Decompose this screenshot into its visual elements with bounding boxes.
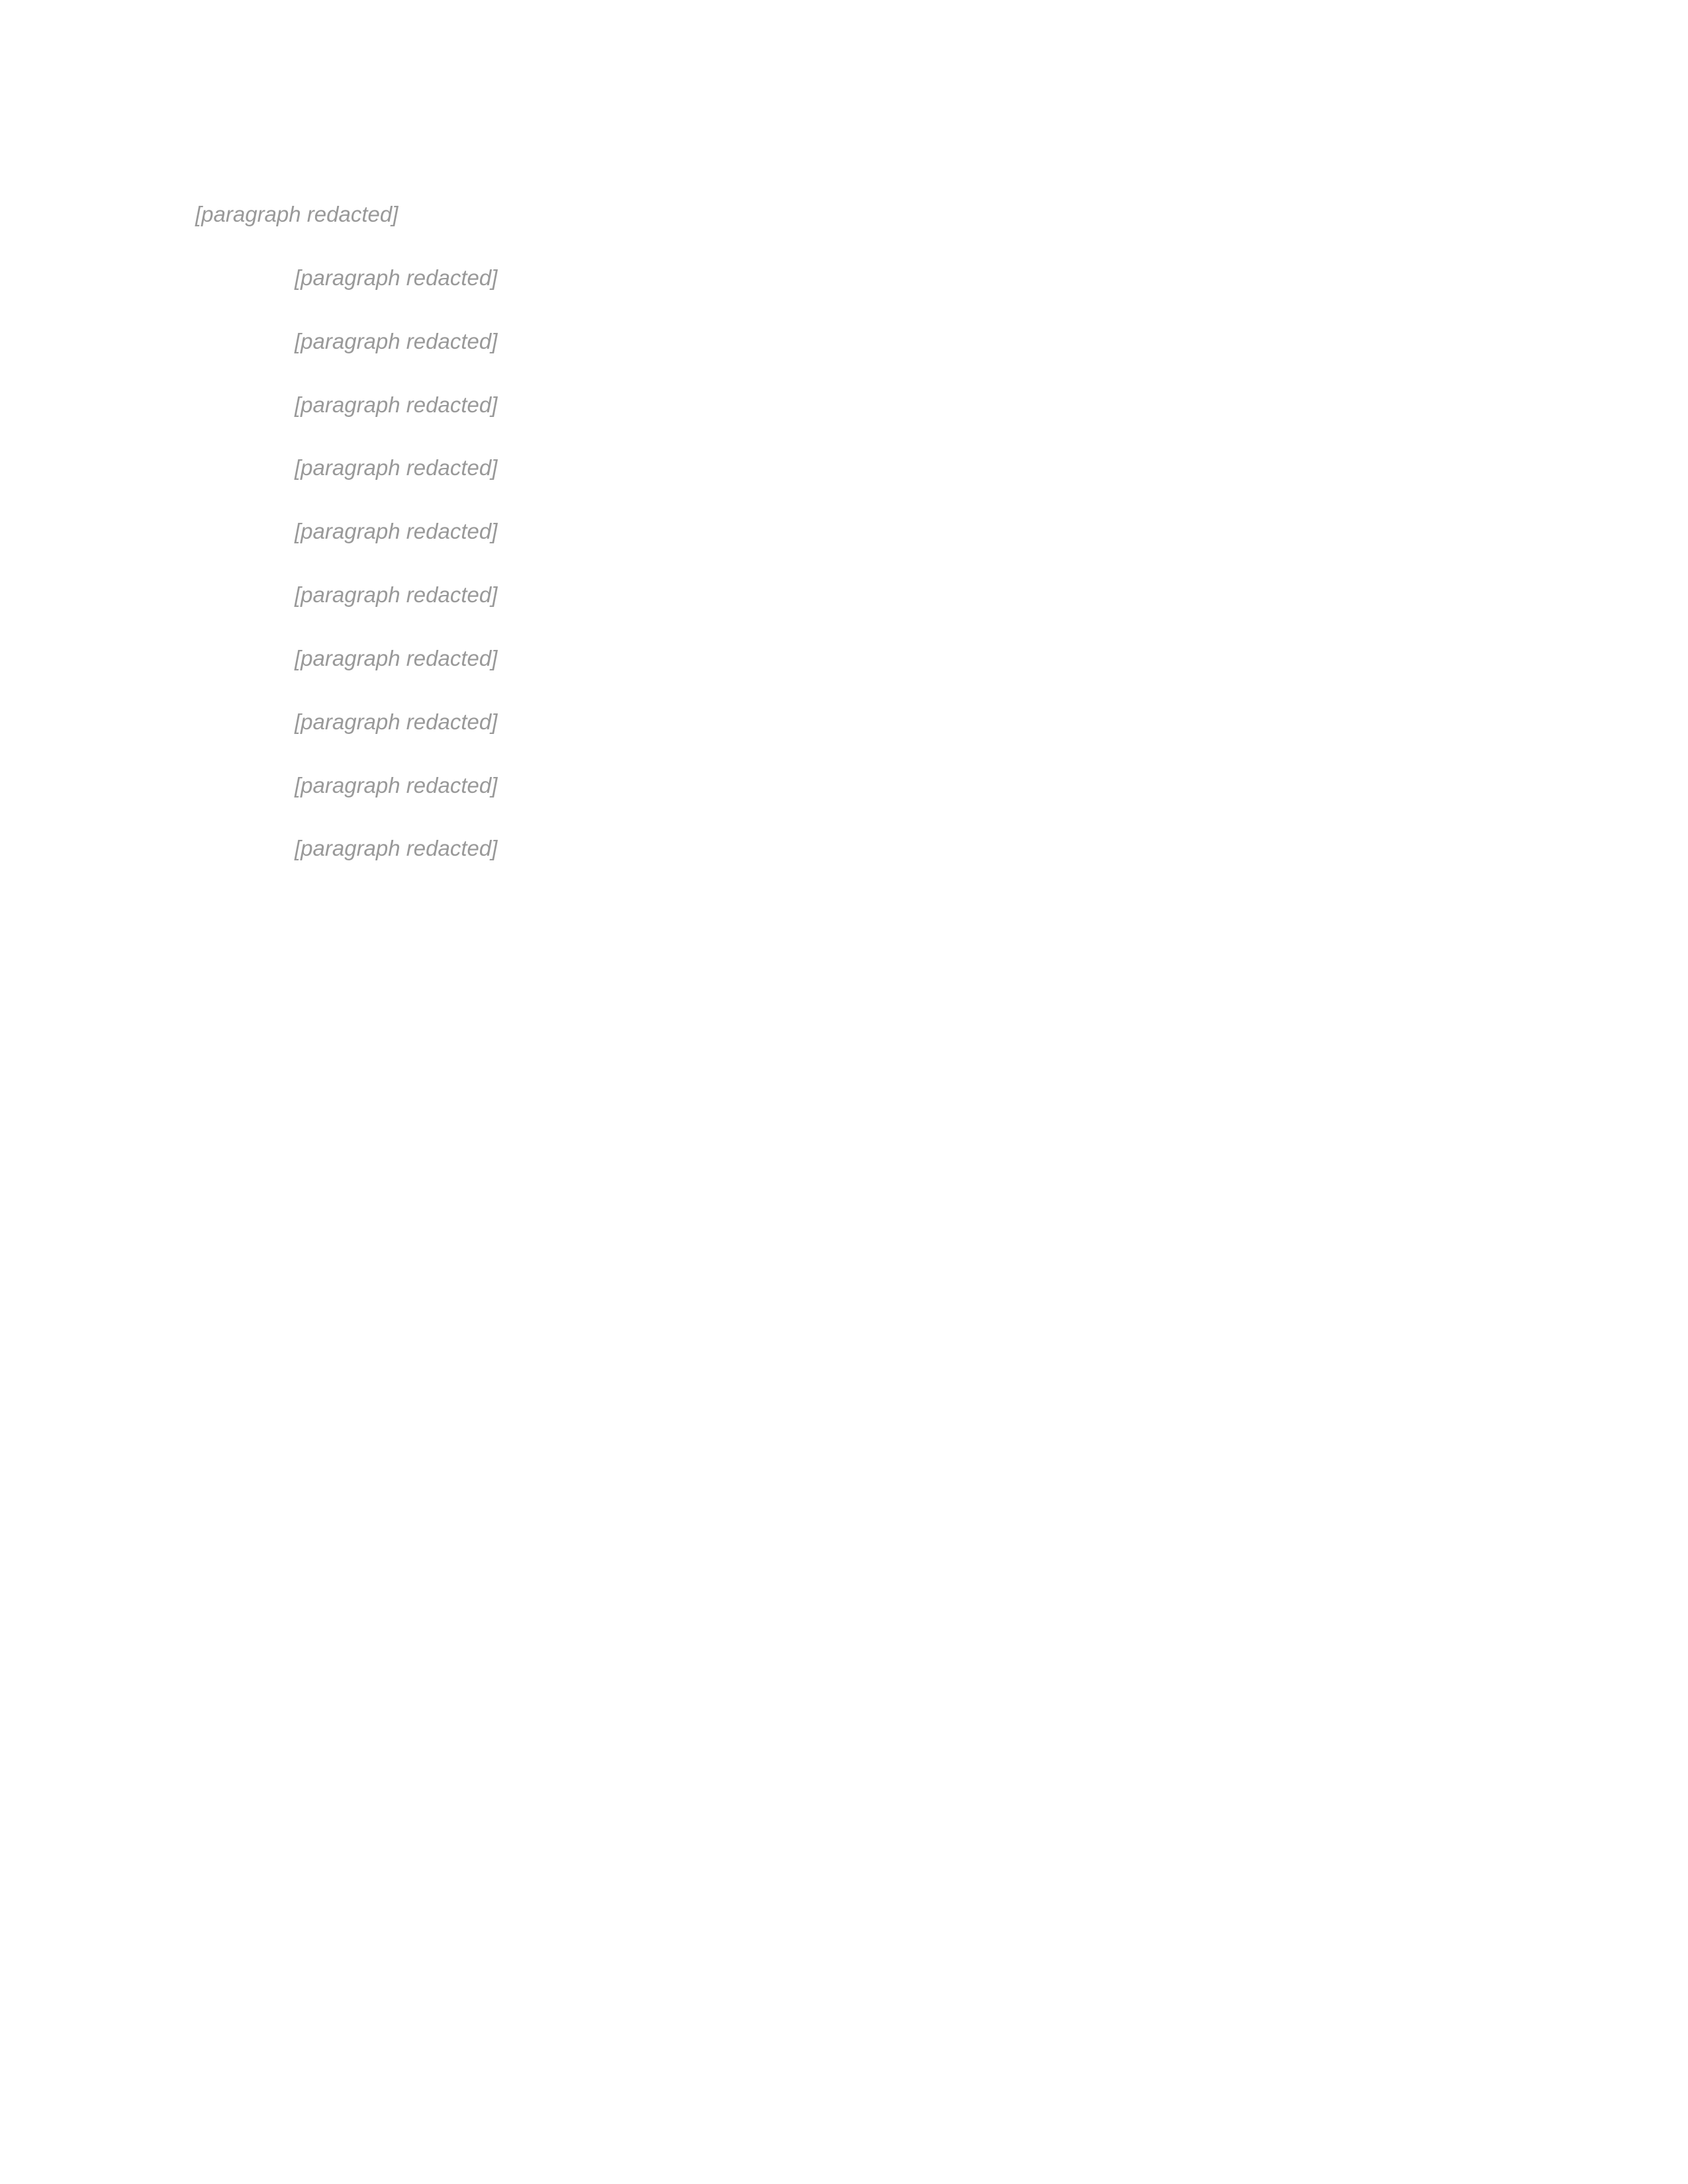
paragraph-6: [paragraph redacted] <box>295 519 498 544</box>
paragraph-3: [paragraph redacted] <box>295 328 498 353</box>
paragraph-8: [paragraph redacted] <box>295 645 498 670</box>
paragraph-11: [paragraph redacted] <box>295 836 498 861</box>
paragraph-4: [paragraph redacted] <box>295 392 498 417</box>
paragraph-7: [paragraph redacted] <box>295 582 498 608</box>
paragraph-2: [paragraph redacted] <box>295 265 498 290</box>
paragraph-5: [paragraph redacted] <box>295 455 498 480</box>
paragraph-9: [paragraph redacted] <box>295 709 498 734</box>
paragraph-1: [paragraph redacted] <box>195 202 399 226</box>
paragraph-10: [paragraph redacted] <box>295 772 498 797</box>
